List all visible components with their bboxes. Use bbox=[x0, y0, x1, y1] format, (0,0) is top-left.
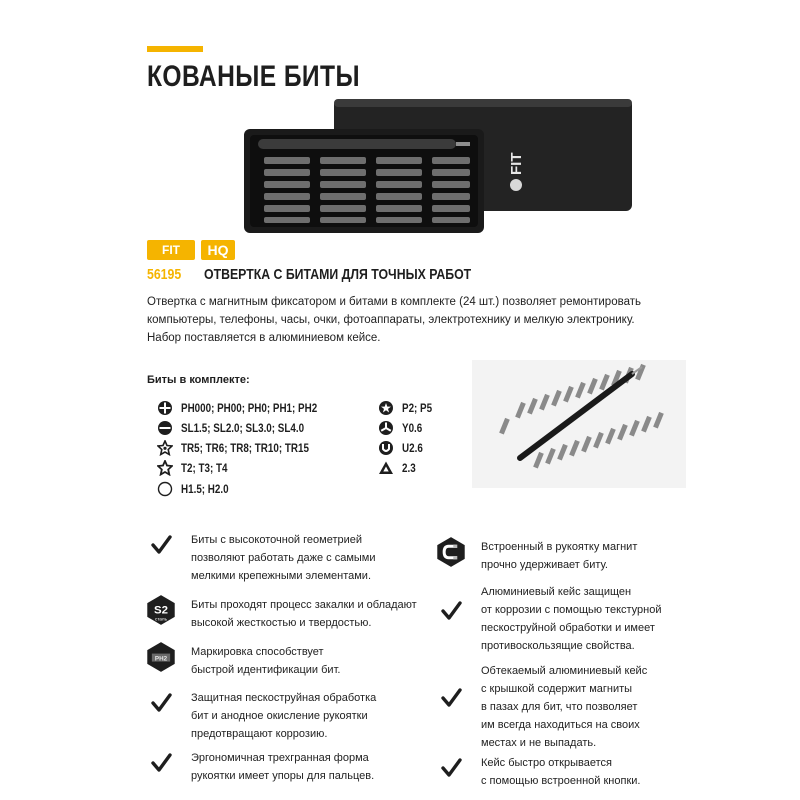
s2-steel-icon bbox=[145, 594, 177, 626]
bit-row: SL1.5; SL2.0; SL3.0; SL4.0 bbox=[157, 418, 331, 438]
feature-text: предотвращают коррозию. bbox=[191, 728, 328, 740]
bits-heading: Биты в комплекте: bbox=[147, 374, 250, 386]
feature-text: Эргономичная трехгранная форма bbox=[191, 752, 369, 764]
description-line: компьютеры, телефоны, часы, очки, фотоаппараты, электротехнику и мелкую электронику. bbox=[147, 314, 635, 326]
quality-badge: HQ bbox=[201, 240, 235, 260]
bit-row: Y0.6 bbox=[378, 418, 427, 438]
feature-item bbox=[147, 643, 437, 683]
bit-row: T2; T3; T4 bbox=[157, 458, 238, 478]
feature-text: противоскользящие свойства. bbox=[481, 640, 635, 652]
feature-text: Встроенный в рукоятку магнит bbox=[481, 541, 638, 553]
bit-row: H1.5; H2.0 bbox=[157, 479, 239, 499]
feature-text: Обтекаемый алюминиевый кейс bbox=[481, 665, 648, 677]
feature-text: позволяют работать даже с самыми bbox=[191, 552, 376, 564]
bit-row: PH000; PH00; PH0; PH1; PH2 bbox=[157, 398, 347, 418]
feature-text: с крышкой содержит магниты bbox=[481, 683, 633, 695]
feature-item bbox=[437, 662, 697, 754]
product-name: ОТВЕРТКА С БИТАМИ ДЛЯ ТОЧНЫХ РАБОТ bbox=[204, 266, 472, 283]
brand-badge: FIT bbox=[147, 240, 195, 260]
feature-item bbox=[437, 754, 697, 794]
marking-icon bbox=[145, 641, 177, 673]
check-icon bbox=[437, 597, 465, 625]
pentalobe-icon bbox=[378, 400, 394, 416]
s2-badge-subtext: сталь bbox=[155, 616, 167, 622]
feature-text: Биты проходят процесс закалки и обладают bbox=[191, 599, 417, 611]
u-type-icon bbox=[378, 440, 394, 456]
torx-icon bbox=[157, 460, 173, 476]
bit-row: 2.3 bbox=[378, 458, 419, 478]
feature-item bbox=[147, 749, 437, 789]
feature-text: Защитная пескоструйная обработка bbox=[191, 692, 377, 704]
feature-text: от коррозии с помощью текстурной bbox=[481, 604, 662, 616]
product-description bbox=[147, 293, 667, 347]
feature-text: быстрой идентификации бит. bbox=[191, 664, 341, 676]
y-type-icon bbox=[378, 420, 394, 436]
feature-item bbox=[147, 531, 437, 591]
case-logo: FIT bbox=[508, 152, 525, 175]
accent-bar bbox=[147, 46, 203, 52]
feature-text: Биты с высокоточной геометрией bbox=[191, 534, 363, 546]
feature-text: прочно удерживает биту. bbox=[481, 559, 608, 571]
feature-text: в пазах для бит, что позволяет bbox=[481, 701, 638, 713]
feature-text: им всегда находиться на своих bbox=[481, 719, 640, 731]
page-title: КОВАНЫЕ БИТЫ bbox=[147, 60, 360, 93]
triangle-icon bbox=[378, 460, 394, 476]
hex-icon bbox=[157, 481, 173, 497]
feature-item bbox=[147, 596, 437, 636]
feature-item bbox=[437, 538, 697, 578]
check-icon bbox=[147, 749, 175, 777]
feature-text: высокой жесткостью и твердостью. bbox=[191, 617, 372, 629]
bit-row: TR5; TR6; TR8; TR10; TR15 bbox=[157, 438, 337, 458]
slotted-icon bbox=[157, 420, 173, 436]
product-photo bbox=[472, 360, 686, 488]
check-icon bbox=[437, 754, 465, 782]
torx-tamper-icon bbox=[157, 440, 173, 456]
phillips-icon bbox=[157, 400, 173, 416]
feature-text: местах и не выпадать. bbox=[481, 737, 597, 749]
feature-text: с помощью встроенной кнопки. bbox=[481, 775, 641, 787]
feature-item bbox=[437, 583, 697, 659]
product-sku: 56195 bbox=[147, 266, 182, 283]
feature-item bbox=[147, 689, 437, 749]
feature-text: пескоструйной обработки и имеет bbox=[481, 622, 655, 634]
check-icon bbox=[147, 689, 175, 717]
marking-badge-text: PH2 bbox=[154, 655, 168, 663]
check-icon bbox=[437, 684, 465, 712]
description-line: Набор поставляется в алюминиевом кейсе. bbox=[147, 332, 381, 344]
feature-text: Маркировка способствует bbox=[191, 646, 324, 658]
magnet-icon bbox=[435, 536, 467, 568]
feature-text: мелкими крепежными элементами. bbox=[191, 570, 372, 582]
s2-badge-text: S2 bbox=[154, 604, 168, 617]
feature-text: Кейс быстро открывается bbox=[481, 757, 612, 769]
feature-text: Алюминиевый кейс защищен bbox=[481, 586, 632, 598]
description-line: Отвертка с магнитным фиксатором и битами в комплекте (24 шт.) позволяет ремонтировать bbox=[147, 296, 641, 308]
feature-text: рукоятки имеет упоры для пальцев. bbox=[191, 770, 375, 782]
product-case-image bbox=[244, 99, 634, 233]
bit-row: P2; P5 bbox=[378, 398, 439, 418]
bit-row: U2.6 bbox=[378, 438, 427, 458]
feature-text: бит и анодное окисление рукоятки bbox=[191, 710, 368, 722]
check-icon bbox=[147, 531, 175, 559]
